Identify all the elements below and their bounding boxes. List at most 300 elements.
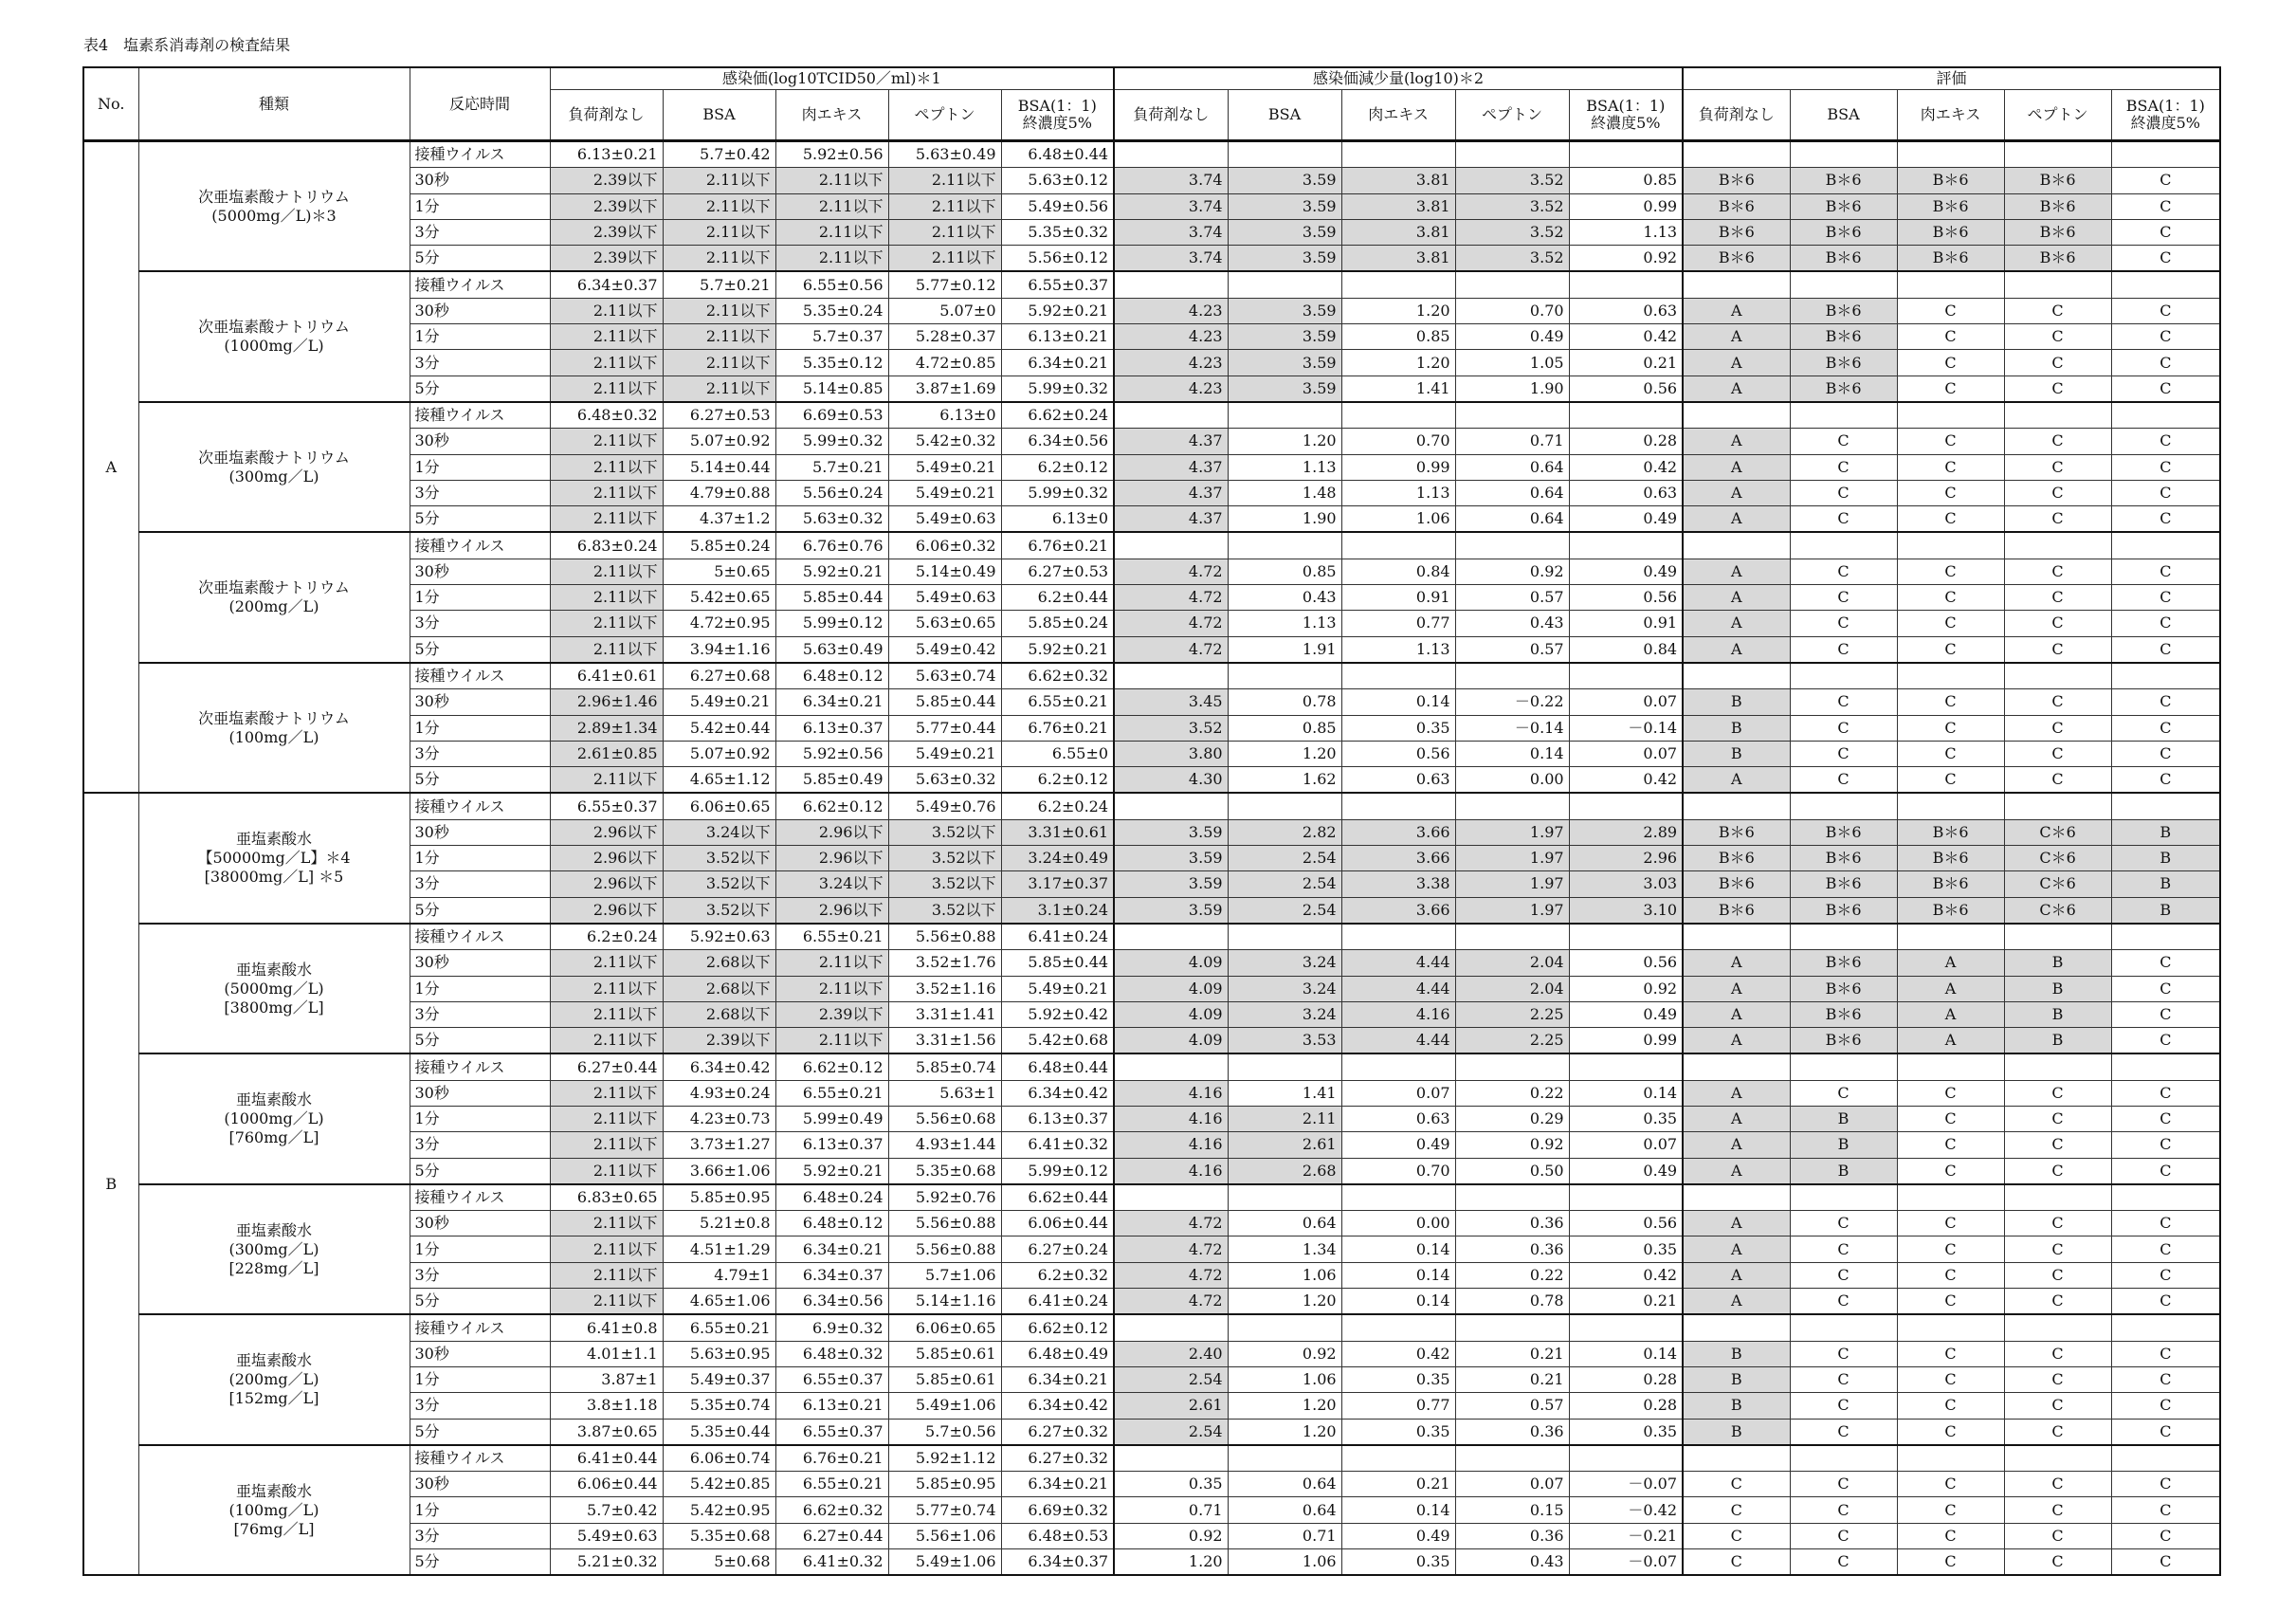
infectivity-value: 6.48±0.44	[1001, 1053, 1114, 1080]
evaluation-value	[1790, 663, 1897, 689]
infectivity-value: 5.42±0.65	[663, 585, 775, 611]
reduction-value: 1.62	[1228, 767, 1341, 794]
reduction-value: 3.59	[1114, 819, 1228, 845]
reaction-time: 接種ウイルス	[410, 271, 550, 298]
evaluation-value	[2111, 663, 2220, 689]
reduction-value: 0.15	[1455, 1497, 1569, 1523]
evaluation-value: B＊6	[1897, 219, 2004, 245]
reduction-value: 0.64	[1455, 506, 1569, 533]
evaluation-value	[1683, 663, 1790, 689]
subheader-evaluation-1: BSA	[1790, 90, 1897, 141]
evaluation-value: C	[2004, 1393, 2111, 1419]
reduction-value	[1455, 793, 1569, 819]
infectivity-value: 5.85±0.74	[888, 1053, 1001, 1080]
infectivity-value: 5.07±0.92	[663, 429, 775, 454]
infectivity-value: 5.49±1.06	[888, 1549, 1001, 1576]
evaluation-value: C＊6	[2004, 846, 2111, 871]
reaction-time: 接種ウイルス	[410, 402, 550, 429]
table-row	[83, 532, 2220, 559]
evaluation-value	[1683, 271, 1790, 298]
reduction-value: 3.24	[1228, 976, 1341, 1001]
infectivity-value: 5.63±0.32	[775, 506, 888, 533]
reduction-value	[1569, 793, 1683, 819]
infectivity-value: 5.63±1	[888, 1080, 1001, 1106]
evaluation-value	[1790, 141, 1897, 168]
reduction-value: 3.66	[1341, 846, 1455, 871]
infectivity-value: 5.14±0.85	[775, 376, 888, 402]
evaluation-value: C	[1897, 454, 2004, 480]
evaluation-value: A	[1683, 976, 1790, 1001]
evaluation-value: C	[2111, 1211, 2220, 1236]
infectivity-value: 5.85±0.24	[1001, 611, 1114, 636]
reduction-value: 1.41	[1341, 376, 1455, 402]
reduction-value: 0.28	[1569, 429, 1683, 454]
infectivity-value: 2.11以下	[550, 1106, 663, 1131]
reduction-value: 3.24	[1228, 1001, 1341, 1027]
evaluation-value: C	[1790, 1211, 1897, 1236]
reduction-value: 0.71	[1455, 429, 1569, 454]
evaluation-value: B	[1790, 1106, 1897, 1131]
infectivity-value: 6.2±0.44	[1001, 585, 1114, 611]
infectivity-value: 5.49±0.21	[888, 454, 1001, 480]
reduction-value: 0.49	[1569, 506, 1683, 533]
reduction-value: 0.22	[1455, 1080, 1569, 1106]
infectivity-value: 6.55±0.21	[775, 1080, 888, 1106]
infectivity-value: 6.55±0.21	[663, 1314, 775, 1341]
evaluation-value: B＊6	[1683, 193, 1790, 219]
infectivity-value: 2.61±0.85	[550, 741, 663, 766]
evaluation-value: C	[2004, 350, 2111, 376]
reaction-time: 1分	[410, 324, 550, 350]
reduction-value: 2.89	[1569, 819, 1683, 845]
infectivity-value: 5.56±0.88	[888, 924, 1001, 950]
reduction-value: 4.09	[1114, 1001, 1228, 1027]
infectivity-value: 6.62±0.24	[1001, 402, 1114, 429]
reduction-value: 1.06	[1341, 506, 1455, 533]
reduction-value	[1455, 532, 1569, 559]
reduction-value: 0.64	[1455, 480, 1569, 505]
reaction-time: 3分	[410, 1001, 550, 1027]
evaluation-value	[2004, 663, 2111, 689]
infectivity-value: 6.48±0.12	[775, 663, 888, 689]
reaction-time: 接種ウイルス	[410, 1053, 550, 1080]
evaluation-value: B	[1683, 1341, 1790, 1366]
reduction-value: 0.42	[1569, 1262, 1683, 1288]
infectivity-value: 2.68以下	[663, 1001, 775, 1027]
reduction-value: 2.25	[1455, 1028, 1569, 1054]
evaluation-value: B＊6	[1683, 871, 1790, 897]
infectivity-value: 2.11以下	[888, 246, 1001, 272]
infectivity-value: 6.69±0.32	[1001, 1497, 1114, 1523]
reduction-value	[1114, 1184, 1228, 1211]
reduction-value: －0.22	[1455, 689, 1569, 715]
evaluation-value: C	[1897, 1289, 2004, 1315]
reduction-value	[1114, 793, 1228, 819]
infectivity-value: 6.55±0.37	[775, 1366, 888, 1392]
infectivity-value: 2.11以下	[550, 429, 663, 454]
infectivity-value: 5.63±0.32	[888, 767, 1001, 794]
infectivity-value: 5.7±0.21	[775, 454, 888, 480]
subheader-reduction-2: 肉エキス	[1341, 90, 1455, 141]
evaluation-value: C	[1790, 454, 1897, 480]
evaluation-value: B	[1790, 1158, 1897, 1184]
infectivity-value: 6.55±0.37	[550, 793, 663, 819]
infectivity-value: 5.85±0.44	[1001, 950, 1114, 976]
infectivity-value: 6.55±0	[1001, 741, 1114, 766]
infectivity-value: 5.85±0.61	[888, 1341, 1001, 1366]
evaluation-value: B＊6	[1790, 976, 1897, 1001]
infectivity-value: 2.11以下	[550, 506, 663, 533]
infectivity-value: 2.11以下	[550, 298, 663, 323]
infectivity-value: 5.7±0.42	[550, 1497, 663, 1523]
infectivity-value: 5.35±0.12	[775, 350, 888, 376]
subheader-infectivity-2: 肉エキス	[775, 90, 888, 141]
reaction-time: 接種ウイルス	[410, 924, 550, 950]
reduction-value: 0.35	[1341, 1549, 1455, 1576]
evaluation-value: C	[1790, 1236, 1897, 1262]
infectivity-value: 6.27±0.53	[1001, 559, 1114, 584]
evaluation-value: C	[2004, 1211, 2111, 1236]
infectivity-value: 5.49±0.21	[663, 689, 775, 715]
evaluation-value: C	[2004, 1523, 2111, 1548]
reaction-time: 30秒	[410, 1472, 550, 1497]
infectivity-value: 5.49±0.21	[1001, 976, 1114, 1001]
evaluation-value: C	[1897, 1419, 2004, 1445]
disinfectant-kind: 亜塩素酸水 (300mg／L) [228mg／L]	[138, 1184, 410, 1314]
evaluation-value: C	[2004, 1497, 2111, 1523]
infectivity-value: 5.85±0.95	[663, 1184, 775, 1211]
evaluation-value: A	[1897, 1028, 2004, 1054]
infectivity-value: 5.92±0.63	[663, 924, 775, 950]
infectivity-value: 2.39以下	[663, 1028, 775, 1054]
reduction-value: 0.35	[1569, 1106, 1683, 1131]
evaluation-value: C	[2004, 324, 2111, 350]
evaluation-value: C	[2004, 1158, 2111, 1184]
reduction-value: 3.74	[1114, 246, 1228, 272]
infectivity-value: 2.11以下	[775, 246, 888, 272]
reduction-value	[1228, 924, 1341, 950]
reduction-value: 0.92	[1114, 1523, 1228, 1548]
reaction-time: 1分	[410, 454, 550, 480]
infectivity-value: 6.41±0.61	[550, 663, 663, 689]
infectivity-value: 5.49±0.21	[888, 741, 1001, 766]
infectivity-value: 6.34±0.37	[775, 1262, 888, 1288]
reduction-value: 1.13	[1228, 454, 1341, 480]
infectivity-value: 5.77±0.44	[888, 715, 1001, 741]
infectivity-value: 2.11以下	[550, 1262, 663, 1288]
infectivity-value: 5.56±0.88	[888, 1211, 1001, 1236]
reduction-value: 3.59	[1114, 897, 1228, 924]
subheader-reduction-3: ペプトン	[1455, 90, 1569, 141]
evaluation-value: C	[1790, 1366, 1897, 1392]
evaluation-value: C	[2004, 611, 2111, 636]
reduction-value	[1228, 1445, 1341, 1472]
evaluation-value: C	[2111, 559, 2220, 584]
reduction-value	[1228, 1053, 1341, 1080]
reaction-time: 3分	[410, 1393, 550, 1419]
evaluation-value: C	[2004, 298, 2111, 323]
infectivity-value: 6.62±0.44	[1001, 1184, 1114, 1211]
evaluation-value: C	[1790, 1393, 1897, 1419]
evaluation-value: C	[2004, 1132, 2111, 1158]
infectivity-value: 6.48±0.53	[1001, 1523, 1114, 1548]
infectivity-value: 5.49±0.76	[888, 793, 1001, 819]
table-row	[83, 1445, 2220, 1472]
infectivity-value: 2.11以下	[550, 585, 663, 611]
evaluation-value: C	[1790, 767, 1897, 794]
evaluation-value: A	[1683, 350, 1790, 376]
disinfectant-kind: 亜塩素酸水 (100mg／L) [76mg／L]	[138, 1445, 410, 1575]
infectivity-value: 3.24以下	[775, 871, 888, 897]
evaluation-value: C	[2111, 429, 2220, 454]
infectivity-value: 5.42±0.32	[888, 429, 1001, 454]
infectivity-value: 6.13±0.37	[775, 1132, 888, 1158]
header-infectivity: 感染価(log10TCID50／ml)＊1	[550, 67, 1114, 90]
reduction-value: 0.49	[1341, 1132, 1455, 1158]
reduction-value: 0.21	[1341, 1472, 1455, 1497]
reduction-value: 0.36	[1455, 1211, 1569, 1236]
table-row	[83, 402, 2220, 429]
subheader-reduction-4: BSA(1：1) 終濃度5%	[1569, 90, 1683, 141]
reduction-value: 3.66	[1341, 819, 1455, 845]
infectivity-value: 3.52以下	[888, 819, 1001, 845]
infectivity-value: 3.31±1.56	[888, 1028, 1001, 1054]
reduction-value: 1.97	[1455, 871, 1569, 897]
reduction-value	[1114, 141, 1228, 168]
reduction-value: 1.13	[1341, 480, 1455, 505]
evaluation-value: B＊6	[1790, 324, 1897, 350]
reduction-value: 0.21	[1569, 350, 1683, 376]
infectivity-value: 5.99±0.32	[1001, 480, 1114, 505]
evaluation-value: C	[2111, 689, 2220, 715]
infectivity-value: 5.63±0.49	[775, 636, 888, 663]
reaction-time: 1分	[410, 1366, 550, 1392]
reduction-value: 4.16	[1114, 1132, 1228, 1158]
reaction-time: 接種ウイルス	[410, 793, 550, 819]
infectivity-value: 3.66±1.06	[663, 1158, 775, 1184]
reduction-value: 4.72	[1114, 1211, 1228, 1236]
evaluation-value: C	[2004, 1289, 2111, 1315]
evaluation-value: C	[2111, 585, 2220, 611]
reduction-value: －0.14	[1569, 715, 1683, 741]
reduction-value: 0.43	[1455, 611, 1569, 636]
evaluation-value: C	[2004, 767, 2111, 794]
reduction-value: 0.63	[1341, 767, 1455, 794]
infectivity-value: 6.41±0.24	[1001, 1289, 1114, 1315]
evaluation-value: B＊6	[1897, 246, 2004, 272]
reduction-value: 4.44	[1341, 950, 1455, 976]
evaluation-value: C	[2004, 636, 2111, 663]
infectivity-value: 2.11以下	[550, 1028, 663, 1054]
infectivity-value: 3.17±0.37	[1001, 871, 1114, 897]
evaluation-value: B	[2004, 976, 2111, 1001]
infectivity-value: 4.23±0.73	[663, 1106, 775, 1131]
infectivity-value: 5.49±0.21	[888, 480, 1001, 505]
reduction-value: 1.90	[1228, 506, 1341, 533]
infectivity-value: 5.7±0.56	[888, 1419, 1001, 1445]
evaluation-value: C	[2111, 1158, 2220, 1184]
reaction-time: 3分	[410, 1132, 550, 1158]
evaluation-value	[2004, 1314, 2111, 1341]
infectivity-value: 3.52以下	[663, 897, 775, 924]
reduction-value: 0.63	[1569, 480, 1683, 505]
reduction-value	[1455, 1314, 1569, 1341]
infectivity-value: 5.7±0.37	[775, 324, 888, 350]
evaluation-value: C	[2111, 1080, 2220, 1106]
evaluation-value: A	[1683, 298, 1790, 323]
evaluation-value: A	[1683, 1211, 1790, 1236]
evaluation-value	[2004, 141, 2111, 168]
reduction-value: 2.54	[1228, 897, 1341, 924]
reduction-value: 4.23	[1114, 324, 1228, 350]
infectivity-value: 4.79±1	[663, 1262, 775, 1288]
evaluation-value	[1683, 402, 1790, 429]
subheader-evaluation-2: 肉エキス	[1897, 90, 2004, 141]
reaction-time: 1分	[410, 585, 550, 611]
reduction-value	[1455, 663, 1569, 689]
subheader-evaluation-3: ペプトン	[2004, 90, 2111, 141]
reduction-value: 0.14	[1341, 1236, 1455, 1262]
reduction-value: 0.49	[1341, 1523, 1455, 1548]
infectivity-value: 6.62±0.12	[1001, 1314, 1114, 1341]
infectivity-value: 5.7±0.42	[663, 141, 775, 168]
infectivity-value: 6.2±0.12	[1001, 767, 1114, 794]
evaluation-value	[1683, 141, 1790, 168]
evaluation-value: B＊6	[2004, 246, 2111, 272]
reduction-value	[1114, 663, 1228, 689]
evaluation-value: C	[2004, 506, 2111, 533]
reduction-value: 0.92	[1569, 246, 1683, 272]
disinfectant-kind: 次亜塩素酸ナトリウム (200mg／L)	[138, 532, 410, 662]
reduction-value: 1.97	[1455, 846, 1569, 871]
reaction-time: 30秒	[410, 298, 550, 323]
evaluation-value: C	[1897, 1341, 2004, 1366]
reduction-value: 2.82	[1228, 819, 1341, 845]
evaluation-value	[1790, 402, 1897, 429]
reduction-value: 2.11	[1228, 1106, 1341, 1131]
infectivity-value: 2.96以下	[775, 897, 888, 924]
infectivity-value: 5.63±0.12	[1001, 168, 1114, 193]
infectivity-value: 5.85±0.44	[888, 689, 1001, 715]
subheader-infectivity-3: ペプトン	[888, 90, 1001, 141]
reaction-time: 接種ウイルス	[410, 532, 550, 559]
infectivity-value: 6.41±0.32	[775, 1549, 888, 1576]
infectivity-value: 2.11以下	[550, 1001, 663, 1027]
infectivity-value: 5.92±1.12	[888, 1445, 1001, 1472]
reduction-value: 0.21	[1569, 1289, 1683, 1315]
reduction-value: 0.71	[1114, 1497, 1228, 1523]
reduction-value	[1569, 141, 1683, 168]
infectivity-value: 2.11以下	[775, 168, 888, 193]
evaluation-value: B＊6	[1790, 871, 1897, 897]
reduction-value	[1569, 271, 1683, 298]
infectivity-value: 2.11以下	[663, 376, 775, 402]
evaluation-value: C	[2111, 1472, 2220, 1497]
disinfectant-kind: 亜塩素酸水 【50000mg／L】＊4 [38000mg／L] ＊5	[138, 793, 410, 923]
reduction-value	[1569, 663, 1683, 689]
reduction-value: 3.53	[1228, 1028, 1341, 1054]
infectivity-value: 6.48±0.24	[775, 1184, 888, 1211]
infectivity-value: 6.06±0.44	[550, 1472, 663, 1497]
evaluation-value: C	[2004, 1366, 2111, 1392]
evaluation-value: B＊6	[1790, 350, 1897, 376]
reduction-value: 0.63	[1569, 298, 1683, 323]
infectivity-value: 5.77±0.74	[888, 1497, 1001, 1523]
reduction-value: 1.20	[1228, 1289, 1341, 1315]
reduction-value: 0.99	[1569, 193, 1683, 219]
reaction-time: 1分	[410, 1236, 550, 1262]
reduction-value: 3.03	[1569, 871, 1683, 897]
evaluation-value: C	[2004, 1262, 2111, 1288]
evaluation-value: B＊6	[1897, 871, 2004, 897]
infectivity-value: 2.96以下	[550, 846, 663, 871]
evaluation-value	[1683, 1314, 1790, 1341]
evaluation-value: C	[2111, 1419, 2220, 1445]
evaluation-value: C	[2111, 1497, 2220, 1523]
reduction-value: 1.13	[1341, 636, 1455, 663]
infectivity-value: 6.41±0.44	[550, 1445, 663, 1472]
evaluation-value: B＊6	[1683, 897, 1790, 924]
reduction-value	[1341, 402, 1455, 429]
reduction-value: 0.35	[1569, 1419, 1683, 1445]
evaluation-value: C	[2004, 1419, 2111, 1445]
evaluation-value: C	[2111, 636, 2220, 663]
infectivity-value: 5.35±0.68	[663, 1523, 775, 1548]
evaluation-value: B＊6	[1790, 1001, 1897, 1027]
infectivity-value: 4.65±1.06	[663, 1289, 775, 1315]
reduction-value	[1455, 1184, 1569, 1211]
evaluation-value: C	[2004, 376, 2111, 402]
infectivity-value: 6.55±0.37	[775, 1419, 888, 1445]
evaluation-value: C	[2004, 1549, 2111, 1576]
infectivity-value: 5.14±1.16	[888, 1289, 1001, 1315]
reduction-value: 0.56	[1569, 950, 1683, 976]
reduction-value: 4.72	[1114, 636, 1228, 663]
evaluation-value: C	[1897, 1211, 2004, 1236]
evaluation-value: C	[1790, 1289, 1897, 1315]
evaluation-value	[2111, 402, 2220, 429]
evaluation-value: C	[2111, 480, 2220, 505]
infectivity-value: 2.11以下	[550, 1211, 663, 1236]
group-no: A	[83, 141, 138, 794]
reduction-value: 4.72	[1114, 585, 1228, 611]
evaluation-value: A	[1683, 429, 1790, 454]
infectivity-value: 5.92±0.21	[1001, 636, 1114, 663]
evaluation-value: A	[1683, 1132, 1790, 1158]
infectivity-value: 6.27±0.53	[663, 402, 775, 429]
evaluation-value: B＊6	[1683, 846, 1790, 871]
reduction-value: 3.59	[1228, 246, 1341, 272]
evaluation-value: C	[1790, 480, 1897, 505]
evaluation-value	[2111, 1053, 2220, 1080]
evaluation-value	[1897, 1053, 2004, 1080]
infectivity-value: 5.49±0.63	[550, 1523, 663, 1548]
reduction-value	[1569, 924, 1683, 950]
reaction-time: 3分	[410, 1523, 550, 1548]
reduction-value: 2.61	[1114, 1393, 1228, 1419]
reduction-value	[1341, 924, 1455, 950]
evaluation-value: B＊6	[1683, 219, 1790, 245]
header-reduction: 感染価減少量(log10)＊2	[1114, 67, 1683, 90]
infectivity-value: 6.27±0.44	[775, 1523, 888, 1548]
reduction-value: 3.59	[1228, 193, 1341, 219]
results-table	[82, 66, 2221, 1576]
infectivity-value: 6.48±0.32	[775, 1341, 888, 1366]
reduction-value: 0.92	[1455, 559, 1569, 584]
infectivity-value: 6.2±0.24	[1001, 793, 1114, 819]
infectivity-value: 2.96以下	[550, 897, 663, 924]
evaluation-value: C	[1897, 767, 2004, 794]
